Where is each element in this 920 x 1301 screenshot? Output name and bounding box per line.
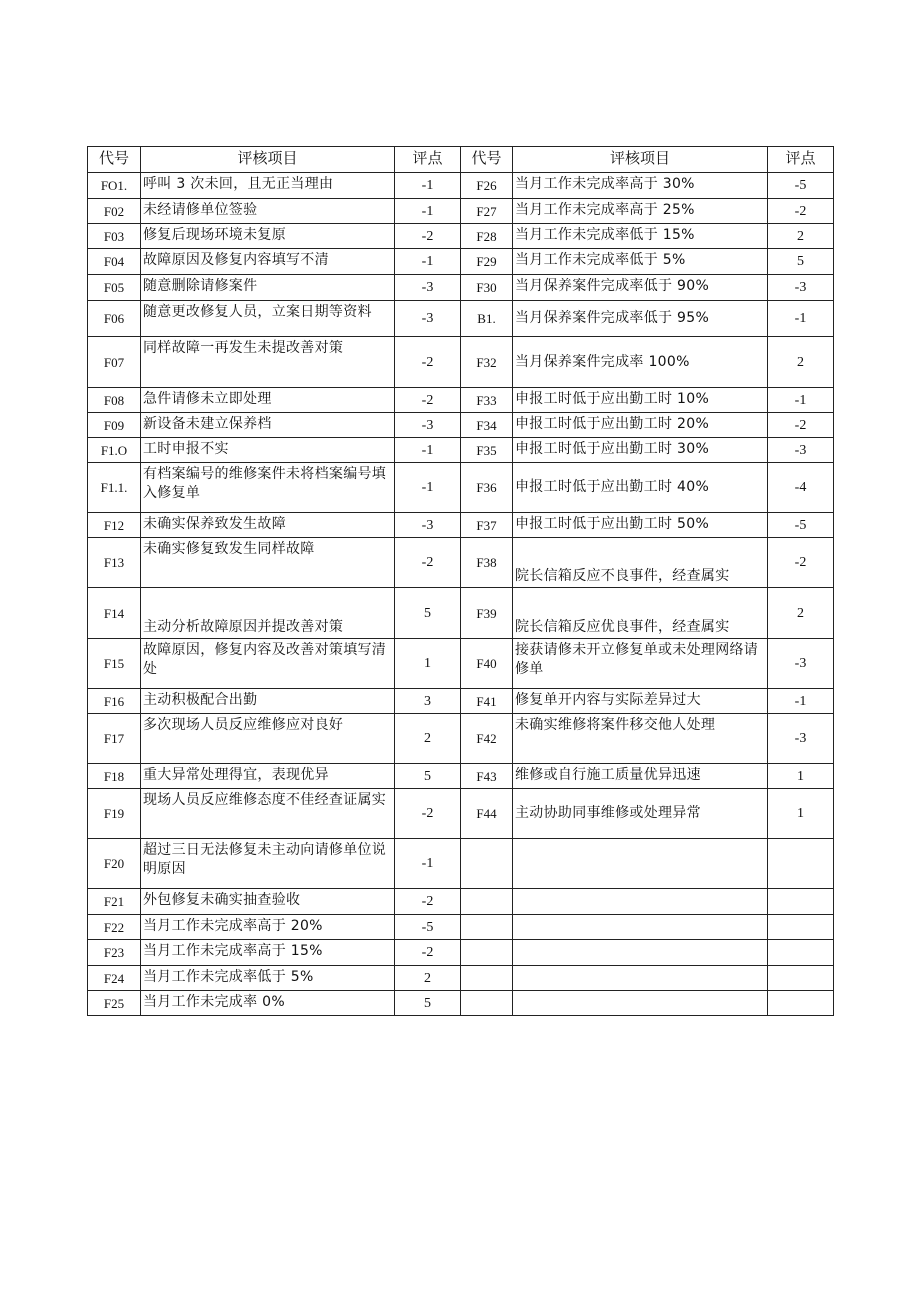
row-code-right: F40 [461, 639, 513, 689]
row-code-right: F34 [461, 413, 513, 438]
row-code-right: F42 [461, 714, 513, 764]
row-item-right [513, 915, 768, 940]
row-code-right: F32 [461, 337, 513, 388]
table-row [88, 438, 834, 463]
row-item-right: 申报工时低于应出勤工时 30% [513, 438, 768, 463]
row-score-right: -5 [768, 173, 834, 199]
row-score-right: 5 [768, 249, 834, 275]
row-item-right [513, 839, 768, 889]
row-code-right: F41 [461, 689, 513, 714]
table-row [88, 940, 834, 966]
row-score-left: -2 [395, 940, 461, 966]
row-code-right: F43 [461, 764, 513, 789]
row-code-left: F23 [88, 940, 141, 966]
row-item-left: 外包修复未确实抽查验收 [141, 889, 395, 915]
row-item-right: 当月保养案件完成率 100% [513, 337, 768, 388]
row-item-right: 接获请修未开立修复单或未处理网络请修单 [513, 639, 768, 689]
evaluation-table [87, 146, 834, 1016]
table-row [88, 249, 834, 275]
row-item-left: 呼叫 3 次未回，且无正当理由 [141, 173, 395, 199]
row-score-right: 2 [768, 337, 834, 388]
row-item-right: 当月工作未完成率低于 15% [513, 224, 768, 249]
table-row [88, 714, 834, 764]
row-code-left: F14 [88, 588, 141, 639]
row-code-left: F05 [88, 275, 141, 301]
row-item-right: 修复单开内容与实际差异过大 [513, 689, 768, 714]
row-item-right: 当月保养案件完成率低于 90% [513, 275, 768, 301]
row-code-right [461, 915, 513, 940]
row-item-left: 当月工作未完成率高于 15% [141, 940, 395, 966]
row-score-right [768, 839, 834, 889]
header-score-right: 评点 [768, 147, 834, 173]
row-score-left: -2 [395, 388, 461, 413]
row-score-right: -4 [768, 463, 834, 513]
row-code-left: F18 [88, 764, 141, 789]
row-score-left: -2 [395, 224, 461, 249]
row-score-right: 1 [768, 789, 834, 839]
row-item-left: 多次现场人员反应维修应对良好 [141, 714, 395, 764]
row-score-right: -3 [768, 438, 834, 463]
row-code-left: F12 [88, 513, 141, 538]
row-score-left: 5 [395, 588, 461, 639]
row-score-right: 2 [768, 224, 834, 249]
table-row [88, 173, 834, 199]
row-item-right: 申报工时低于应出勤工时 50% [513, 513, 768, 538]
table-row [88, 789, 834, 839]
row-code-right [461, 839, 513, 889]
row-code-right [461, 889, 513, 915]
row-code-right: F36 [461, 463, 513, 513]
row-code-left: F06 [88, 301, 141, 337]
header-row [88, 147, 834, 173]
row-score-left: -5 [395, 915, 461, 940]
table-row [88, 588, 834, 639]
row-code-left: F25 [88, 991, 141, 1016]
table-row [88, 915, 834, 940]
row-score-left: -1 [395, 839, 461, 889]
row-code-left: F08 [88, 388, 141, 413]
table-row [88, 199, 834, 224]
row-code-left: FO1. [88, 173, 141, 199]
table-row [88, 966, 834, 991]
row-code-right: F37 [461, 513, 513, 538]
row-score-left: 1 [395, 639, 461, 689]
row-score-right [768, 940, 834, 966]
row-score-left: -3 [395, 413, 461, 438]
row-score-right: 1 [768, 764, 834, 789]
row-item-left: 故障原因，修复内容及改善对策填写清处 [141, 639, 395, 689]
table-row [88, 689, 834, 714]
row-item-right: 申报工时低于应出勤工时 20% [513, 413, 768, 438]
row-item-right: 当月保养案件完成率低于 95% [513, 301, 768, 337]
header-code-left: 代号 [88, 147, 141, 173]
table-row [88, 463, 834, 513]
row-score-right: -1 [768, 388, 834, 413]
row-item-left: 随意更改修复人员，立案日期等资料 [141, 301, 395, 337]
row-code-right: F28 [461, 224, 513, 249]
row-item-right: 当月工作未完成率低于 5% [513, 249, 768, 275]
row-item-left: 主动分析故障原因并提改善对策 [141, 588, 395, 639]
row-score-left: -2 [395, 889, 461, 915]
table-row [88, 301, 834, 337]
row-item-left: 主动积极配合出勤 [141, 689, 395, 714]
row-item-left: 有档案编号的维修案件未将档案编号填入修复单 [141, 463, 395, 513]
row-code-right: B1. [461, 301, 513, 337]
row-score-left: -3 [395, 275, 461, 301]
table-row [88, 889, 834, 915]
header-score-left: 评点 [395, 147, 461, 173]
row-code-right [461, 966, 513, 991]
row-score-right: -3 [768, 714, 834, 764]
row-score-right [768, 889, 834, 915]
row-item-left: 现场人员反应维修态度不佳经查证属实 [141, 789, 395, 839]
row-item-right [513, 940, 768, 966]
row-code-right: F26 [461, 173, 513, 199]
row-score-right: 2 [768, 588, 834, 639]
row-score-right: -5 [768, 513, 834, 538]
row-code-left: F03 [88, 224, 141, 249]
row-code-right [461, 991, 513, 1016]
row-score-right: -2 [768, 413, 834, 438]
row-item-left: 工时申报不实 [141, 438, 395, 463]
row-item-left: 未经请修单位签验 [141, 199, 395, 224]
row-code-right: F38 [461, 538, 513, 588]
row-item-right [513, 889, 768, 915]
row-code-right: F30 [461, 275, 513, 301]
row-score-right: -3 [768, 275, 834, 301]
row-score-right: -1 [768, 689, 834, 714]
table-row [88, 991, 834, 1016]
row-item-right: 维修或自行施工质量优异迅速 [513, 764, 768, 789]
row-score-left: -1 [395, 438, 461, 463]
row-item-right: 申报工时低于应出勤工时 40% [513, 463, 768, 513]
row-code-right: F44 [461, 789, 513, 839]
row-item-left: 未确实修复致发生同样故障 [141, 538, 395, 588]
table-row [88, 275, 834, 301]
row-item-right: 主动协助同事维修或处理异常 [513, 789, 768, 839]
row-score-left: 5 [395, 764, 461, 789]
table-row [88, 513, 834, 538]
row-code-left: F24 [88, 966, 141, 991]
row-code-right [461, 940, 513, 966]
row-score-left: -2 [395, 789, 461, 839]
row-code-left: F13 [88, 538, 141, 588]
row-code-left: F1.1. [88, 463, 141, 513]
row-code-right: F35 [461, 438, 513, 463]
row-code-right: F27 [461, 199, 513, 224]
row-item-left: 当月工作未完成率低于 5% [141, 966, 395, 991]
row-item-left: 当月工作未完成率高于 20% [141, 915, 395, 940]
row-item-right: 当月工作未完成率高于 30% [513, 173, 768, 199]
row-item-left: 急件请修未立即处理 [141, 388, 395, 413]
row-item-left: 当月工作未完成率 0% [141, 991, 395, 1016]
table-row [88, 639, 834, 689]
row-code-left: F02 [88, 199, 141, 224]
row-score-left: -3 [395, 301, 461, 337]
table-row [88, 538, 834, 588]
row-code-left: F17 [88, 714, 141, 764]
row-item-left: 随意删除请修案件 [141, 275, 395, 301]
row-code-right: F33 [461, 388, 513, 413]
row-score-right [768, 966, 834, 991]
row-code-left: F07 [88, 337, 141, 388]
row-score-left: -1 [395, 249, 461, 275]
row-score-left: 5 [395, 991, 461, 1016]
row-score-left: -1 [395, 173, 461, 199]
row-score-right: -1 [768, 301, 834, 337]
row-score-left: -2 [395, 337, 461, 388]
row-item-left: 超过三日无法修复未主动向请修单位说明原因 [141, 839, 395, 889]
row-item-right: 院长信箱反应优良事件，经查属实 [513, 588, 768, 639]
row-score-right: -2 [768, 199, 834, 224]
header-item-left: 评核项目 [141, 147, 395, 173]
row-item-right: 当月工作未完成率高于 25% [513, 199, 768, 224]
row-item-right: 未确实维修将案件移交他人处理 [513, 714, 768, 764]
row-score-left: 2 [395, 714, 461, 764]
row-item-right [513, 966, 768, 991]
row-code-left: F09 [88, 413, 141, 438]
row-code-left: F22 [88, 915, 141, 940]
row-score-left: -2 [395, 538, 461, 588]
table-row [88, 413, 834, 438]
row-item-left: 修复后现场环境未复原 [141, 224, 395, 249]
row-code-left: F21 [88, 889, 141, 915]
header-item-right: 评核项目 [513, 147, 768, 173]
row-score-right [768, 991, 834, 1016]
row-code-left: F15 [88, 639, 141, 689]
row-item-left: 新设备未建立保养档 [141, 413, 395, 438]
row-item-right [513, 991, 768, 1016]
row-item-left: 未确实保养致发生故障 [141, 513, 395, 538]
row-score-left: -1 [395, 199, 461, 224]
row-score-right: -3 [768, 639, 834, 689]
row-code-left: F19 [88, 789, 141, 839]
row-item-right: 申报工时低于应出勤工时 10% [513, 388, 768, 413]
header-code-right: 代号 [461, 147, 513, 173]
row-score-right: -2 [768, 538, 834, 588]
row-score-left: -1 [395, 463, 461, 513]
row-code-left: F04 [88, 249, 141, 275]
table-row [88, 224, 834, 249]
table-row [88, 388, 834, 413]
row-code-right: F39 [461, 588, 513, 639]
table-row [88, 337, 834, 388]
table-row [88, 764, 834, 789]
row-item-left: 故障原因及修复内容填写不清 [141, 249, 395, 275]
row-score-left: 3 [395, 689, 461, 714]
row-score-right [768, 915, 834, 940]
row-item-left: 重大异常处理得宜，表现优异 [141, 764, 395, 789]
row-item-left: 同样故障一再发生未提改善对策 [141, 337, 395, 388]
row-code-left: F16 [88, 689, 141, 714]
row-score-left: 2 [395, 966, 461, 991]
row-item-right: 院长信箱反应不良事件，经查属实 [513, 538, 768, 588]
row-score-left: -3 [395, 513, 461, 538]
table-row [88, 839, 834, 889]
row-code-left: F1.O [88, 438, 141, 463]
row-code-left: F20 [88, 839, 141, 889]
row-code-right: F29 [461, 249, 513, 275]
